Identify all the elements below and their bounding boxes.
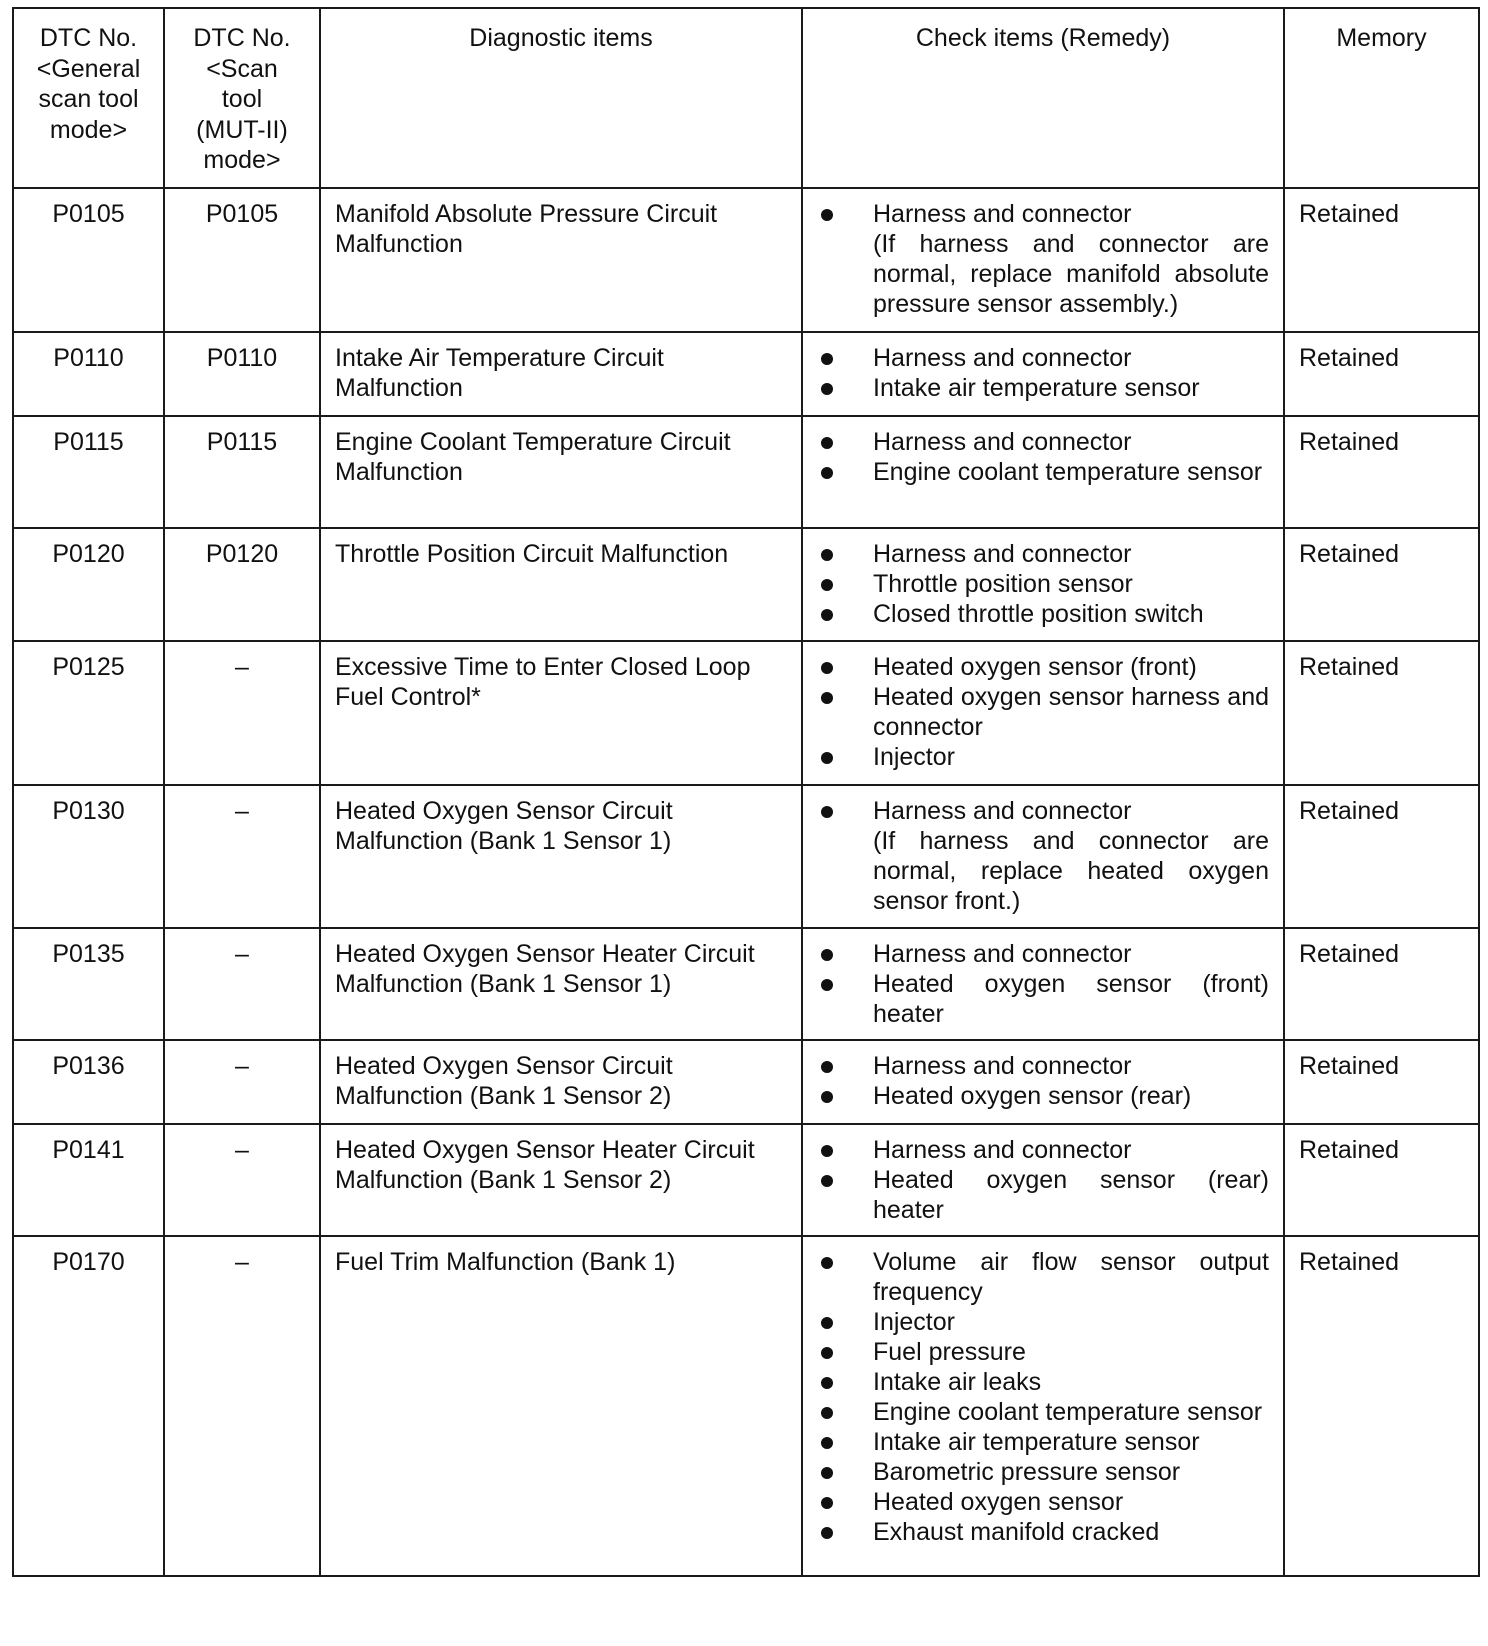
header-check-items	[802, 8, 1284, 188]
cell-memory	[1284, 188, 1479, 332]
header-general-scan-code	[13, 8, 164, 188]
cell-scan-code	[164, 785, 320, 928]
diagnostic-item-text: Excessive Time to Enter Closed Loop Fuel Control*	[335, 653, 751, 711]
cell-check-items	[802, 528, 1284, 641]
table-row	[13, 528, 1479, 641]
cell-scan-code	[164, 416, 320, 528]
check-item: Fuel pressure	[817, 1337, 1269, 1367]
header-memory	[1284, 8, 1479, 188]
general-code-text: P0141	[52, 1136, 125, 1164]
scan-code-text: P0110	[206, 344, 278, 372]
cell-memory	[1284, 1040, 1479, 1124]
cell-diagnostic-item	[320, 528, 802, 641]
scan-code-text: –	[235, 653, 249, 681]
diagnostic-item-text: Intake Air Temperature Circuit Malfunction	[335, 344, 664, 402]
memory-status-text: Retained	[1299, 940, 1400, 968]
cell-diagnostic-item	[320, 641, 802, 785]
check-items-list	[817, 427, 1269, 487]
memory-status-text: Retained	[1299, 1052, 1400, 1080]
diagnostic-item-text: Heated Oxygen Sensor Heater Circuit Malfunction (Bank 1 Sensor 2)	[335, 1136, 755, 1194]
check-item: Harness and connector	[817, 1135, 1269, 1165]
check-item: Harness and connector	[817, 343, 1269, 373]
check-items-list	[817, 1247, 1269, 1547]
general-code-text: P0105	[52, 200, 125, 228]
general-code-text: P0120	[52, 540, 125, 568]
memory-status-text: Retained	[1299, 1248, 1400, 1276]
check-item: Throttle position sensor	[817, 569, 1269, 599]
check-item: Intake air temperature sensor	[817, 373, 1269, 403]
scan-code-text: P0105	[205, 200, 279, 228]
table-row	[13, 1040, 1479, 1124]
cell-diagnostic-item	[320, 332, 802, 416]
diagnostic-item-text: Heated Oxygen Sensor Heater Circuit Malfunction (Bank 1 Sensor 1)	[335, 940, 755, 998]
header-scan-tool-code-label: DTC No. <Scan tool (MUT-II) mode>	[193, 24, 291, 174]
check-item: Heated oxygen sensor (front) heater	[817, 969, 1269, 1029]
header-diagnostic-items	[320, 8, 802, 188]
header-scan-tool-code	[164, 8, 320, 188]
check-item-note: (If harness and connector are normal, replace manifold absolute pressure sensor assembly.)	[873, 230, 1269, 318]
cell-scan-code	[164, 1040, 320, 1124]
diagnostic-item-text: Manifold Absolute Pressure Circuit Malfunction	[335, 200, 718, 258]
scan-code-text: –	[235, 1136, 249, 1164]
memory-status-text: Retained	[1299, 200, 1400, 228]
diagnostic-item-text: Heated Oxygen Sensor Circuit Malfunction (Bank 1 Sensor 2)	[335, 1052, 673, 1110]
check-item: Harness and connector	[817, 539, 1269, 569]
check-items-list	[817, 796, 1269, 916]
general-code-text: P0130	[52, 797, 125, 825]
cell-diagnostic-item	[320, 928, 802, 1040]
check-item: Harness and connector	[817, 796, 1269, 826]
diagnostic-item-text: Fuel Trim Malfunction (Bank 1)	[335, 1248, 676, 1276]
general-code-text: P0125	[52, 653, 125, 681]
check-item: Intake air temperature sensor	[817, 1427, 1269, 1457]
cell-diagnostic-item	[320, 188, 802, 332]
cell-scan-code	[164, 641, 320, 785]
cell-general-code	[13, 332, 164, 416]
check-item: Heated oxygen sensor (front)	[817, 652, 1269, 682]
scan-code-text: P0120	[205, 540, 279, 568]
cell-check-items	[802, 1236, 1284, 1576]
header-diagnostic-items-label: Diagnostic items	[469, 24, 653, 52]
cell-scan-code	[164, 528, 320, 641]
check-item: Intake air leaks	[817, 1367, 1269, 1397]
scan-code-text: –	[235, 1248, 249, 1276]
cell-general-code	[13, 416, 164, 528]
diagnostic-item-text: Heated Oxygen Sensor Circuit Malfunction (Bank 1 Sensor 1)	[335, 797, 673, 855]
table-header-row	[13, 8, 1479, 188]
diagnostic-item-text: Throttle Position Circuit Malfunction	[335, 540, 729, 568]
cell-memory	[1284, 1236, 1479, 1576]
cell-general-code	[13, 785, 164, 928]
table-row	[13, 188, 1479, 332]
cell-diagnostic-item	[320, 416, 802, 528]
cell-general-code	[13, 188, 164, 332]
check-items-list	[817, 1051, 1269, 1111]
cell-memory	[1284, 1124, 1479, 1236]
memory-status-text: Retained	[1299, 653, 1400, 681]
cell-check-items	[802, 641, 1284, 785]
cell-scan-code	[164, 1124, 320, 1236]
cell-memory	[1284, 785, 1479, 928]
check-item: Volume air flow sensor output frequency	[817, 1247, 1269, 1307]
cell-memory	[1284, 528, 1479, 641]
cell-general-code	[13, 528, 164, 641]
table-row	[13, 332, 1479, 416]
header-check-items-label: Check items (Remedy)	[915, 24, 1171, 52]
cell-check-items	[802, 1124, 1284, 1236]
cell-diagnostic-item	[320, 785, 802, 928]
scan-code-text: –	[235, 797, 249, 825]
cell-memory	[1284, 416, 1479, 528]
cell-scan-code	[164, 1236, 320, 1576]
check-item: Engine coolant temperature sensor	[817, 457, 1269, 487]
general-code-text: P0110	[53, 344, 124, 372]
cell-general-code	[13, 928, 164, 1040]
cell-check-items	[802, 332, 1284, 416]
check-item-note: (If harness and connector are normal, replace heated oxygen sensor front.)	[873, 827, 1269, 915]
check-item: Harness and connector	[817, 199, 1269, 229]
memory-status-text: Retained	[1299, 344, 1400, 372]
check-item: Injector	[817, 742, 1269, 772]
cell-memory	[1284, 928, 1479, 1040]
cell-check-items	[802, 785, 1284, 928]
table-row	[13, 641, 1479, 785]
diagnostic-item-text: Engine Coolant Temperature Circuit Malfunction	[335, 428, 731, 486]
scan-code-text: –	[235, 1052, 249, 1080]
check-items-list	[817, 539, 1269, 629]
cell-check-items	[802, 928, 1284, 1040]
check-item: Harness and connector	[817, 939, 1269, 969]
table-row	[13, 928, 1479, 1040]
memory-status-text: Retained	[1299, 428, 1400, 456]
cell-diagnostic-item	[320, 1124, 802, 1236]
memory-status-text: Retained	[1299, 1136, 1400, 1164]
check-item: Heated oxygen sensor (rear)	[817, 1081, 1269, 1111]
check-item: Closed throttle position switch	[817, 599, 1269, 629]
cell-general-code	[13, 1236, 164, 1576]
cell-diagnostic-item	[320, 1236, 802, 1576]
check-item: Harness and connector	[817, 1051, 1269, 1081]
general-code-text: P0170	[52, 1248, 125, 1276]
check-item: Injector	[817, 1307, 1269, 1337]
cell-check-items	[802, 188, 1284, 332]
general-code-text: P0136	[52, 1052, 125, 1080]
table-row	[13, 1124, 1479, 1236]
cell-general-code	[13, 641, 164, 785]
check-item: Heated oxygen sensor (rear) heater	[817, 1165, 1269, 1225]
check-items-list	[817, 652, 1269, 772]
check-item: Engine coolant temperature sensor	[817, 1397, 1269, 1427]
check-items-list	[817, 1135, 1269, 1225]
table-body	[13, 188, 1479, 1576]
cell-scan-code	[164, 928, 320, 1040]
dtc-table	[12, 7, 1480, 1577]
cell-scan-code	[164, 188, 320, 332]
memory-status-text: Retained	[1299, 540, 1400, 568]
cell-diagnostic-item	[320, 1040, 802, 1124]
check-item: Heated oxygen sensor harness and connector	[817, 682, 1269, 742]
table-row	[13, 1236, 1479, 1576]
scan-code-text: P0115	[206, 428, 278, 456]
cell-memory	[1284, 641, 1479, 785]
general-code-text: P0115	[53, 428, 124, 456]
header-memory-label: Memory	[1336, 24, 1427, 52]
check-items-list	[817, 199, 1269, 319]
check-items-list	[817, 343, 1269, 403]
general-code-text: P0135	[52, 940, 125, 968]
table-row	[13, 416, 1479, 528]
table-row	[13, 785, 1479, 928]
check-item: Harness and connector	[817, 427, 1269, 457]
check-item: Barometric pressure sensor	[817, 1457, 1269, 1487]
header-general-scan-code-label: DTC No. <General scan tool mode>	[36, 24, 141, 144]
check-item: Heated oxygen sensor	[817, 1487, 1269, 1517]
cell-check-items	[802, 1040, 1284, 1124]
check-items-list	[817, 939, 1269, 1029]
cell-general-code	[13, 1040, 164, 1124]
memory-status-text: Retained	[1299, 797, 1400, 825]
cell-general-code	[13, 1124, 164, 1236]
cell-scan-code	[164, 332, 320, 416]
check-item: Exhaust manifold cracked	[817, 1517, 1269, 1547]
cell-check-items	[802, 416, 1284, 528]
scan-code-text: –	[235, 940, 249, 968]
cell-memory	[1284, 332, 1479, 416]
